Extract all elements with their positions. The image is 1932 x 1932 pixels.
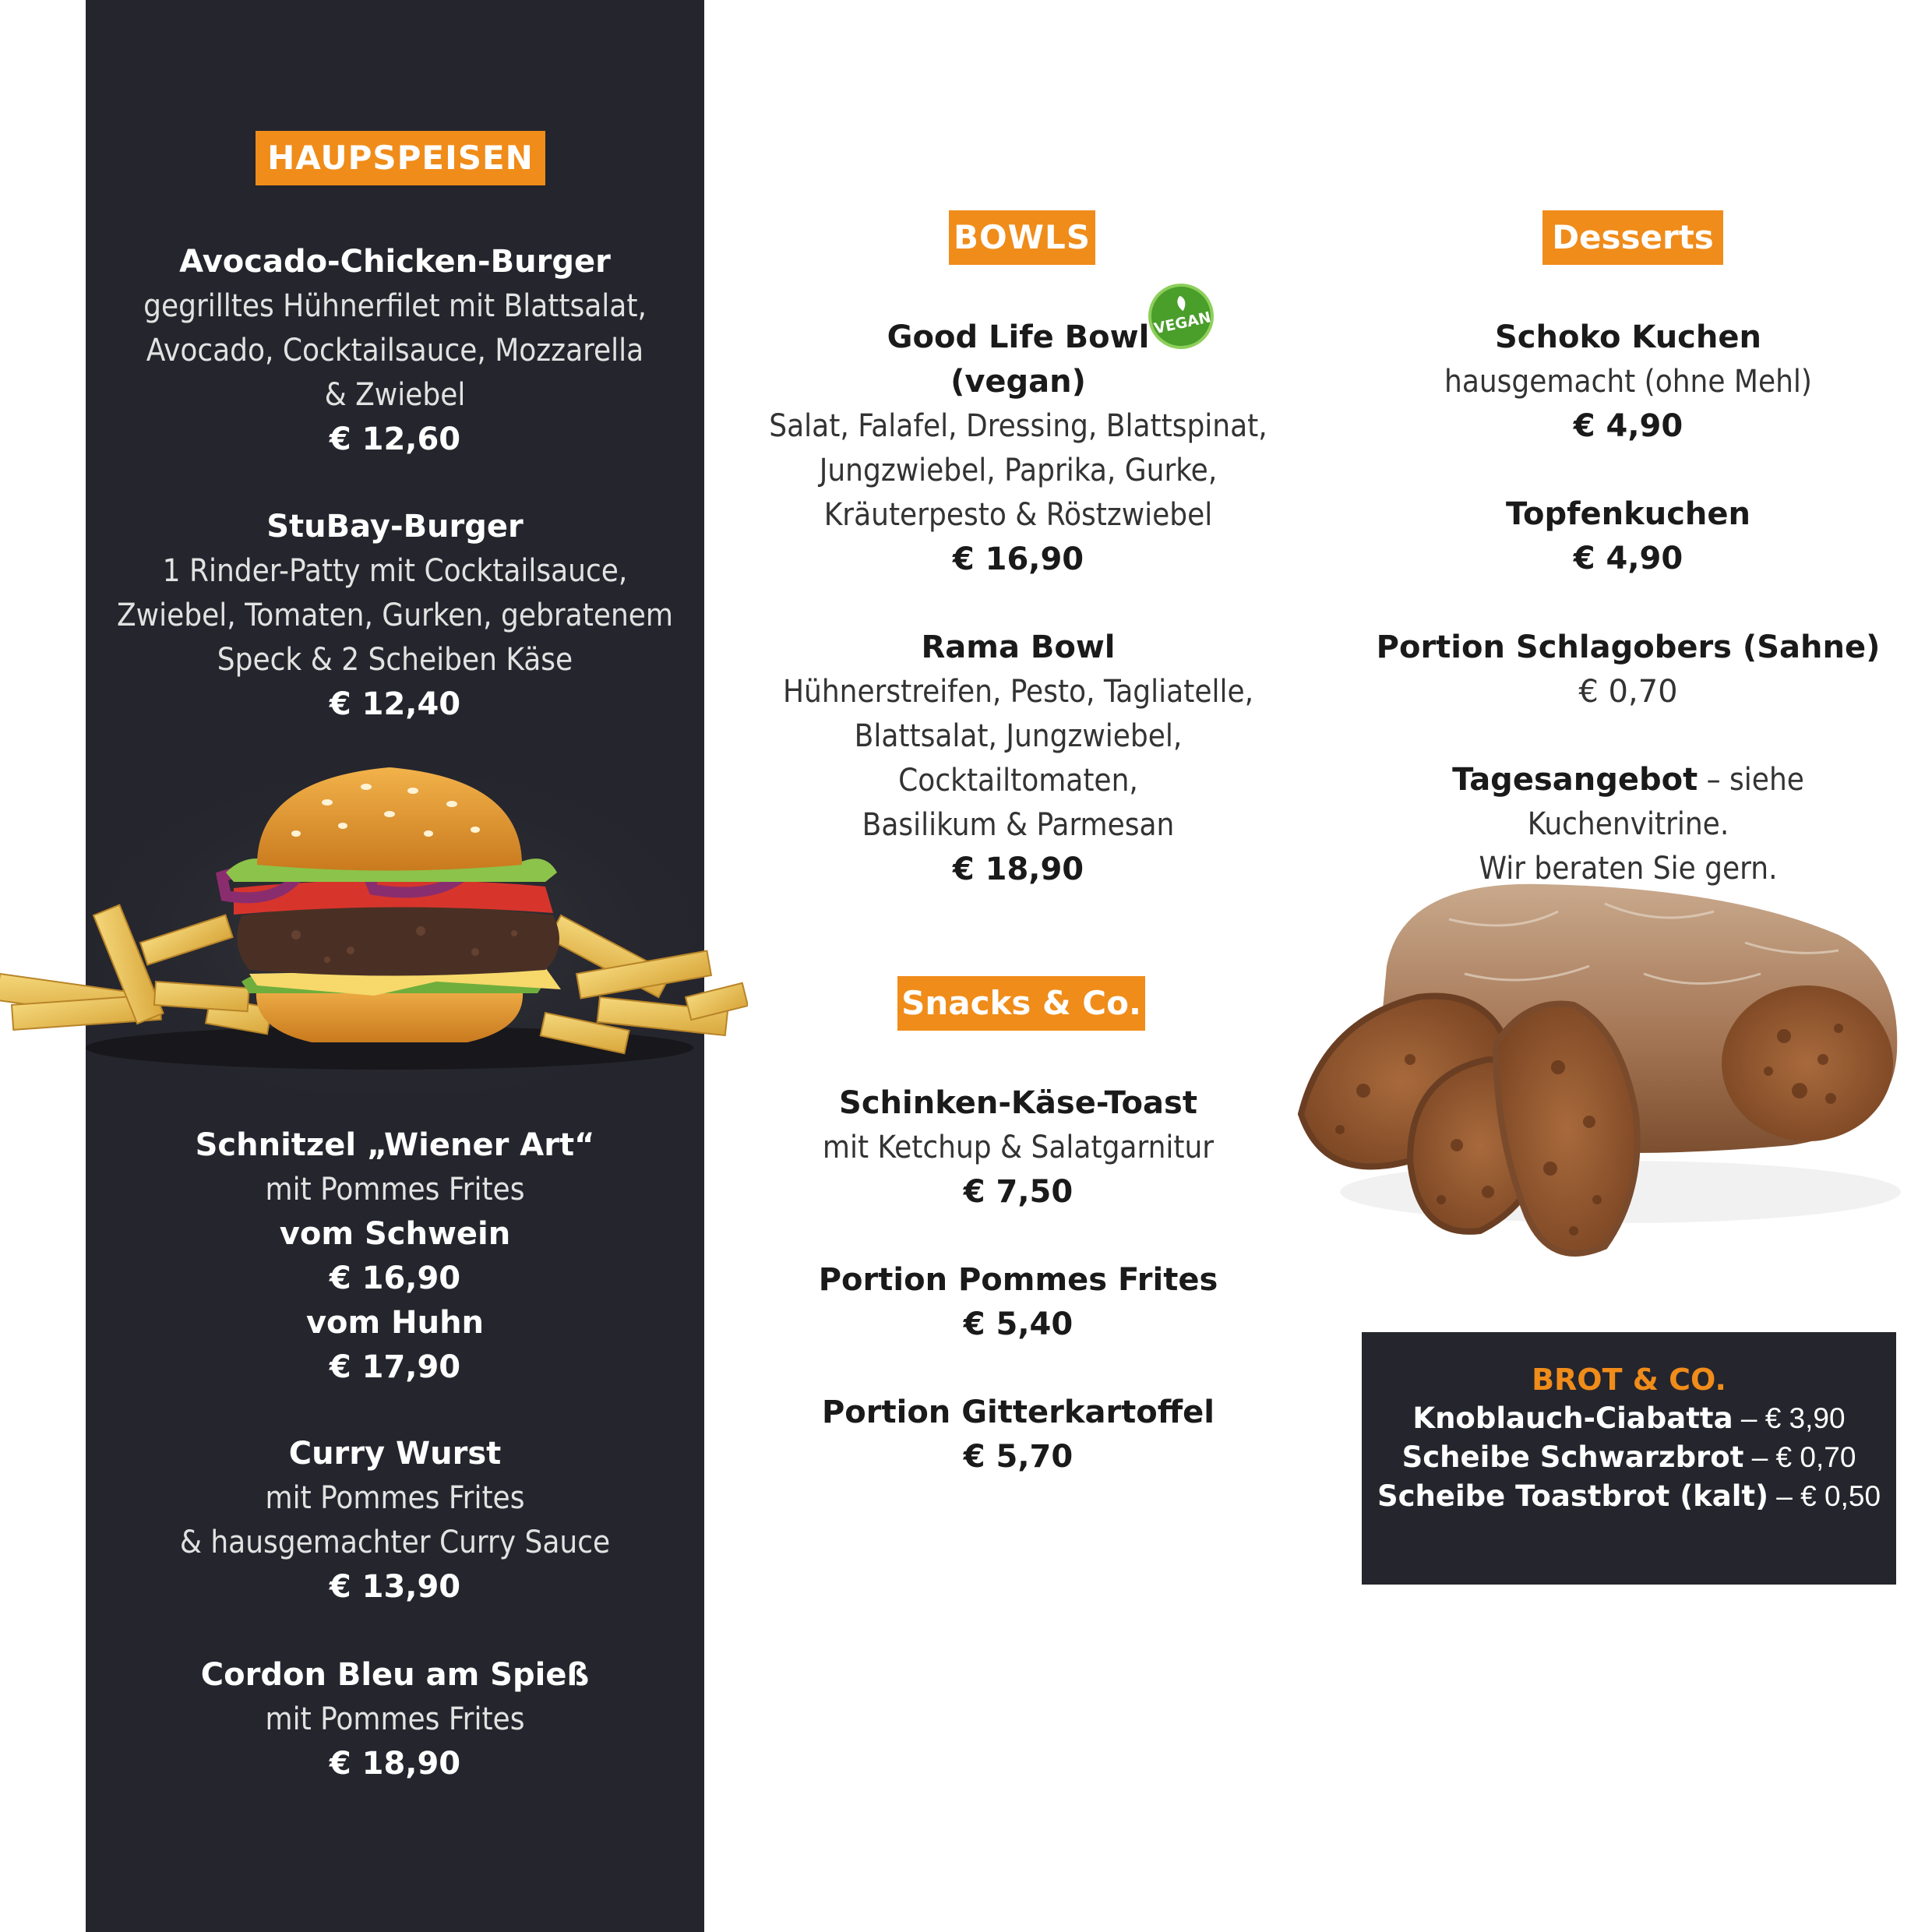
item-price: € 4,90 — [1573, 408, 1683, 444]
item-price: € 5,40 — [963, 1306, 1074, 1342]
brot-item-price: – € 0,50 — [1768, 1480, 1881, 1512]
brot-label: BROT & CO. — [1532, 1363, 1726, 1397]
tagesangebot-text: – siehe Kuchenvitrine. — [1527, 762, 1804, 842]
item-name: Avocado-Chicken-Burger — [179, 244, 611, 280]
item-name: Schoko Kuchen — [1495, 319, 1761, 355]
brot-item — [1362, 1477, 1896, 1516]
item-price: € 7,50 — [963, 1174, 1074, 1210]
burger-fries-image — [0, 748, 748, 1091]
item-price: € 4,90 — [1573, 541, 1683, 576]
desserts-label: Desserts — [1542, 210, 1723, 265]
menu-item-pommes-frites — [740, 1258, 1296, 1347]
brot-item — [1362, 1399, 1896, 1438]
item-price: € 16,90 — [952, 541, 1084, 577]
hauptspeisen-label: HAUPSPEISEN — [256, 131, 545, 185]
item-price: € 18,90 — [952, 851, 1084, 887]
item-name: Rama Bowl — [921, 629, 1116, 665]
menu-item-cordon-bleu — [117, 1653, 673, 1786]
menu-item-schnitzel — [117, 1123, 673, 1390]
item-desc: mit Pommes Frites & hausgemachter Curry Sauce — [179, 1480, 611, 1560]
menu-item-schinken-kaese-toast — [740, 1081, 1296, 1215]
item-price: € 5,70 — [963, 1439, 1074, 1475]
brot-item-name: Scheibe Schwarzbrot — [1401, 1440, 1744, 1474]
brot-item-name: Knoblauch-Ciabatta — [1412, 1401, 1733, 1435]
item-price: € 12,40 — [329, 686, 461, 722]
ciabatta-bread-image — [1293, 865, 1916, 1285]
item-name: Curry Wurst — [288, 1436, 502, 1472]
item-price-huhn: € 17,90 — [329, 1349, 461, 1385]
item-desc: 1 Rinder-Patty mit Cocktailsauce, Zwiebel, Tomaten, Gurken, gebratenem Speck & 2 Scheiben Käse — [117, 553, 673, 678]
menu-item-stubay-burger — [117, 505, 673, 727]
item-price: € 13,90 — [329, 1569, 461, 1605]
item-name: Schinken-Käse-Toast — [839, 1085, 1197, 1121]
item-desc: hausgemacht (ohne Mehl) — [1444, 364, 1812, 400]
item-name: Good Life Bowl (vegan) — [887, 319, 1150, 400]
item-price: € 18,90 — [329, 1746, 461, 1782]
tagesangebot-text2: Wir beraten Sie gern. — [1479, 851, 1778, 887]
item-price: € 12,60 — [329, 421, 461, 457]
item-desc: Hühnerstreifen, Pesto, Tagliatelle, Blattsalat, Jungzwiebel, Cocktailtomaten, Basilikum & Parmesan — [782, 674, 1254, 843]
item-price: € 0,70 — [1578, 674, 1678, 710]
menu-item-good-life-bowl — [740, 316, 1296, 582]
item-desc: gegrilltes Hühnerfilet mit Blattsalat, Avocado, Cocktailsauce, Mozzarella & Zwiebel — [143, 288, 647, 413]
brot-item — [1362, 1438, 1896, 1477]
brot-item-name: Scheibe Toastbrot (kalt) — [1377, 1479, 1769, 1513]
item-option-schwein: vom Schwein — [279, 1216, 511, 1252]
item-name: Cordon Bleu am Spieß — [200, 1657, 590, 1693]
item-desc: mit Pommes Frites — [265, 1172, 525, 1208]
brot-item-price: – € 3,90 — [1733, 1402, 1846, 1434]
item-option-huhn: vom Huhn — [305, 1305, 485, 1341]
item-name: Schnitzel „Wiener Art“ — [195, 1127, 595, 1163]
item-name: Portion Pommes Frites — [818, 1262, 1218, 1298]
menu-item-gitterkartoffel — [740, 1391, 1296, 1479]
item-name: Topfenkuchen — [1506, 496, 1750, 532]
item-price-schwein: € 16,90 — [329, 1260, 461, 1296]
tagesangebot-label: Tagesangebot — [1452, 762, 1698, 798]
menu-item-topfenkuchen — [1356, 492, 1901, 581]
menu-item-curry-wurst — [117, 1432, 673, 1609]
snacks-label: Snacks & Co. — [897, 976, 1145, 1031]
bowls-label: BOWLS — [949, 210, 1095, 265]
item-desc: mit Pommes Frites — [265, 1701, 525, 1737]
item-name: Portion Schlagobers (Sahne) — [1376, 629, 1881, 665]
menu-item-rama-bowl — [740, 626, 1296, 892]
item-desc: mit Ketchup & Salatgarnitur — [822, 1130, 1215, 1165]
item-desc: Salat, Falafel, Dressing, Blattspinat, Jungzwiebel, Paprika, Gurke, Kräuterpesto & Röstzwiebel — [769, 408, 1267, 533]
item-name: StuBay-Burger — [266, 509, 524, 545]
menu-item-avocado-chicken-burger — [117, 240, 673, 462]
brot-box — [1362, 1332, 1896, 1585]
brot-item-price: – € 0,70 — [1743, 1441, 1856, 1473]
item-name: Portion Gitterkartoffel — [821, 1394, 1215, 1430]
menu-item-schlagobers — [1356, 626, 1901, 714]
vegan-badge-text: VEGAN — [1152, 308, 1213, 338]
menu-item-schoko-kuchen — [1356, 316, 1901, 449]
